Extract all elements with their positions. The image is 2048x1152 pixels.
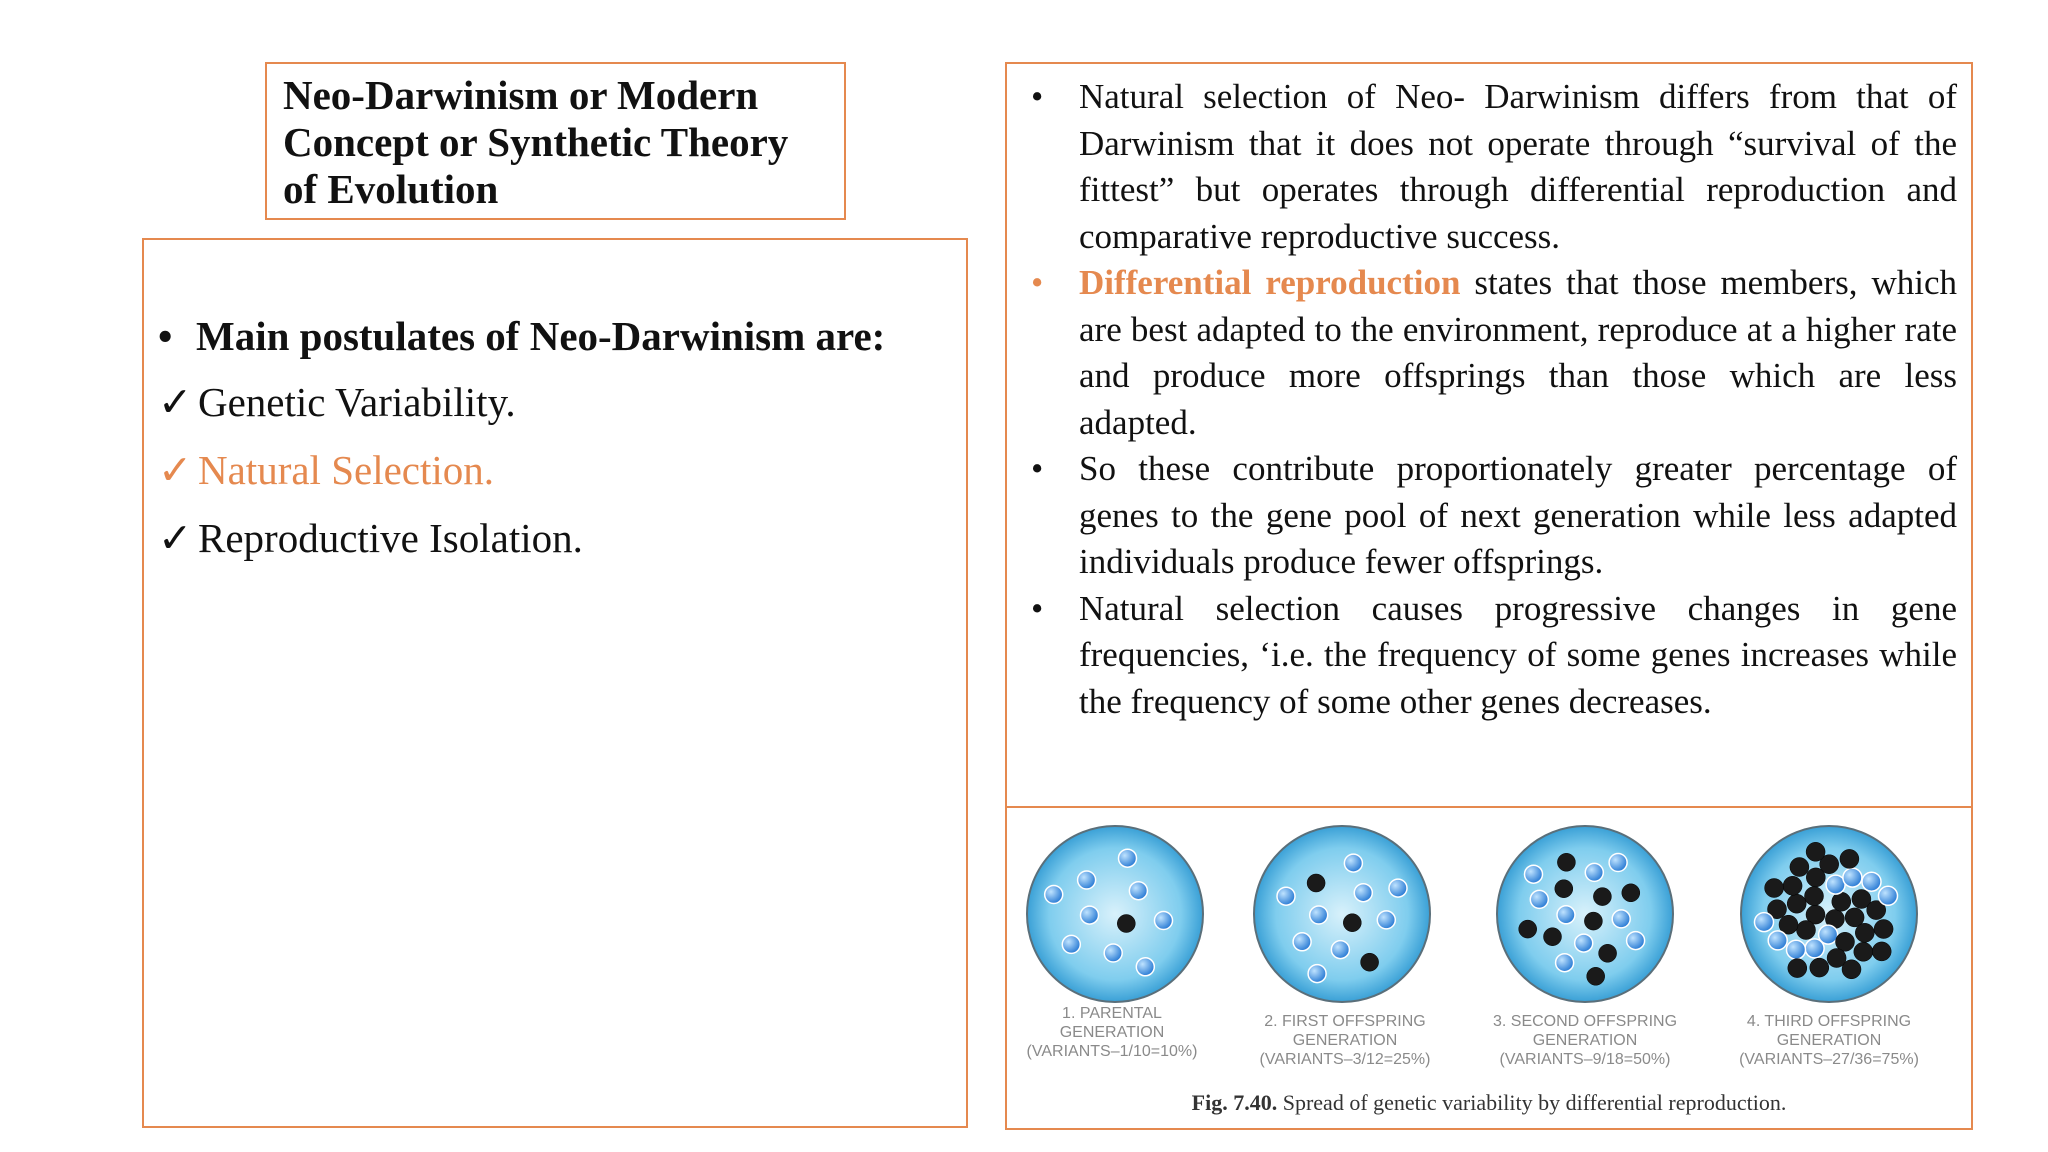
explanation-point	[1021, 446, 1957, 586]
postulate-item	[158, 378, 516, 426]
variant-dot	[1874, 920, 1893, 939]
figure-box	[1005, 806, 1973, 1130]
normal-dot	[1575, 934, 1593, 952]
title-box	[265, 62, 846, 220]
gene-pool	[1254, 826, 1430, 1002]
variant-dot	[1855, 923, 1874, 942]
variant-dot	[1765, 879, 1784, 898]
variant-dot	[1117, 915, 1135, 933]
figure-caption	[1007, 1090, 1971, 1116]
generation-label: 2. FIRST OFFSPRING GENERATION (VARIANTS–3/12=25%)	[1259, 1013, 1431, 1068]
normal-dot	[1787, 940, 1806, 959]
normal-dot	[1843, 868, 1862, 887]
key-term: Differential reproduction	[1079, 263, 1461, 302]
variant-dot	[1593, 888, 1611, 906]
postulate-text: Natural Selection.	[198, 447, 495, 493]
postulate-text: Genetic Variability.	[198, 379, 516, 425]
gene-pool-figure	[1007, 808, 1971, 1128]
normal-dot	[1078, 871, 1096, 889]
generation-label: 1. PARENTAL GENERATION (VARIANTS–1/10=10%)	[1026, 1005, 1198, 1060]
normal-dot	[1129, 882, 1147, 900]
variant-dot	[1599, 944, 1617, 962]
bullet-icon: •	[1031, 263, 1044, 302]
variant-dot	[1790, 858, 1809, 877]
normal-dot	[1104, 944, 1122, 962]
postulates-heading	[158, 312, 885, 360]
normal-dot	[1136, 958, 1154, 976]
normal-dot	[1293, 933, 1311, 951]
normal-dot	[1612, 910, 1630, 928]
check-icon: ✓	[158, 515, 193, 561]
variant-dot	[1361, 953, 1379, 971]
generation-label: 4. THIRD OFFSPRING GENERATION (VARIANTS–27/36=75%)	[1739, 1013, 1919, 1068]
normal-dot	[1556, 954, 1574, 972]
variant-dot	[1544, 928, 1562, 946]
variant-dot	[1806, 842, 1825, 861]
generation-label: 3. SECOND OFFSPRING GENERATION (VARIANTS–9/18=50%)	[1492, 1013, 1678, 1068]
normal-dot	[1879, 886, 1898, 905]
variant-dot	[1810, 958, 1829, 977]
normal-dot	[1768, 931, 1787, 950]
variant-dot	[1519, 920, 1537, 938]
check-icon: ✓	[158, 379, 193, 425]
variant-dot	[1872, 942, 1891, 961]
variant-dot	[1557, 853, 1575, 871]
gene-pool-circle	[1497, 826, 1673, 1002]
bullet-icon: •	[1031, 77, 1044, 116]
variant-dot	[1787, 894, 1806, 913]
normal-dot	[1389, 879, 1407, 897]
title-line: Neo-Darwinism or Modern	[283, 72, 759, 118]
bullet-icon: •	[158, 313, 173, 359]
normal-dot	[1609, 854, 1627, 872]
gene-pool	[1027, 826, 1203, 1002]
normal-dot	[1377, 911, 1395, 929]
figure-number: Fig. 7.40.	[1191, 1090, 1278, 1115]
postulates-box	[142, 238, 968, 1128]
variant-dot	[1343, 914, 1361, 932]
gene-pool	[1741, 826, 1917, 1002]
normal-dot	[1354, 884, 1372, 902]
normal-dot	[1805, 939, 1824, 958]
explanation-list	[1021, 74, 1957, 725]
postulates-heading-text: Main postulates of Neo-Darwinism are:	[196, 313, 886, 359]
normal-dot	[1557, 906, 1575, 924]
normal-dot	[1525, 865, 1543, 883]
variant-dot	[1832, 892, 1851, 911]
normal-dot	[1045, 886, 1063, 904]
normal-dot	[1310, 906, 1328, 924]
point-text: So these contribute proportionately greater percentage of genes to the gene pool of next generation while less adapted individuals produce fewer offsprings.	[1079, 449, 1957, 581]
slide-title	[283, 72, 828, 213]
normal-dot	[1755, 913, 1774, 932]
normal-dot	[1277, 887, 1295, 905]
gene-pool-circle	[1254, 826, 1430, 1002]
check-icon: ✓	[158, 447, 193, 493]
variant-dot	[1783, 876, 1802, 895]
explanation-point-differential	[1021, 260, 1957, 446]
variant-dot	[1587, 967, 1605, 985]
variant-dot	[1307, 874, 1325, 892]
explanation-point	[1021, 74, 1957, 260]
normal-dot	[1627, 932, 1645, 950]
normal-dot	[1081, 906, 1099, 924]
explanation-box	[1005, 62, 1973, 810]
variant-dot	[1555, 880, 1573, 898]
normal-dot	[1155, 912, 1173, 930]
bullet-icon: •	[1031, 449, 1044, 488]
normal-dot	[1308, 965, 1326, 983]
postulate-item	[158, 514, 583, 562]
normal-dot	[1585, 863, 1603, 881]
normal-dot	[1862, 872, 1881, 891]
normal-dot	[1331, 941, 1349, 959]
variant-dot	[1805, 887, 1824, 906]
explanation-point	[1021, 586, 1957, 726]
normal-dot	[1062, 935, 1080, 953]
title-line: Concept or Synthetic Theory	[283, 119, 789, 165]
variant-dot	[1788, 959, 1807, 978]
normal-dot	[1119, 849, 1137, 867]
variant-dot	[1622, 884, 1640, 902]
point-text: Natural selection of Neo- Darwinism differs from that of Darwinism that it does not operate through “survival of the fittest” but operates through differential reproduction and comparative reproductive success.	[1079, 77, 1957, 256]
normal-dot	[1344, 854, 1362, 872]
point-text: Natural selection causes progressive changes in gene frequencies, ‘i.e. the frequency of some genes increases while the frequency of some other genes decreases.	[1079, 588, 1957, 721]
variant-dot	[1854, 942, 1873, 961]
gene-pool-circle	[1027, 826, 1203, 1002]
variant-dot	[1840, 849, 1859, 868]
variant-dot	[1842, 960, 1861, 979]
gene-pool	[1497, 826, 1673, 1002]
variant-dot	[1797, 921, 1816, 940]
figure-caption-text: Spread of genetic variability by differential reproduction.	[1277, 1090, 1787, 1115]
bullet-icon: •	[1031, 588, 1044, 628]
postulate-text: Reproductive Isolation.	[198, 515, 583, 561]
postulate-item-highlighted	[158, 446, 494, 494]
normal-dot	[1530, 890, 1548, 908]
title-line: of Evolution	[283, 166, 499, 212]
variant-dot	[1584, 912, 1602, 930]
point-text: states that those members, which are best adapted to the environment, reproduce at a higher rate and produce more offsprings than those which are less adapted.	[1079, 263, 1957, 442]
